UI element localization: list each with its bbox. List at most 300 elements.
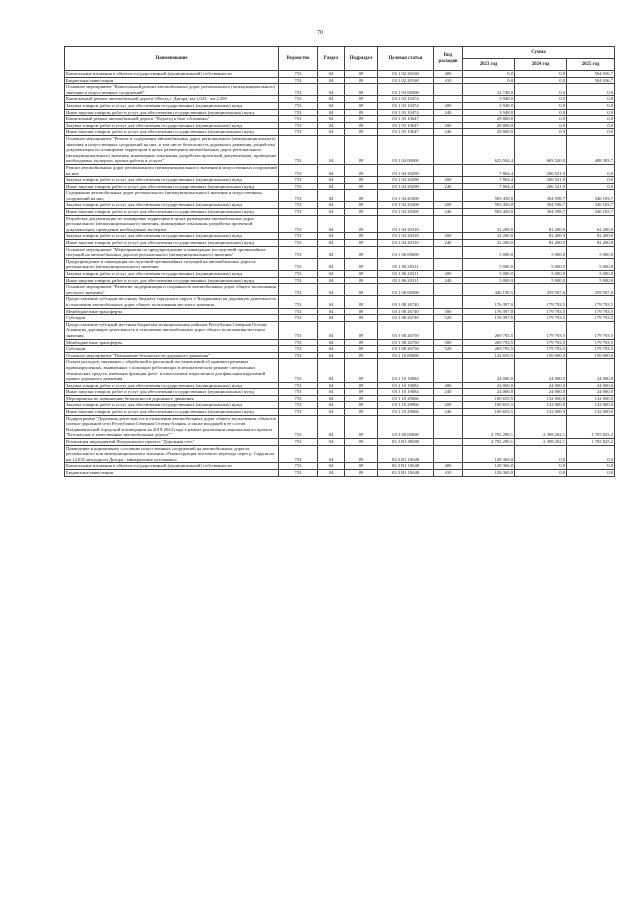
row-name: Предоставление субсидии местному бюджету городского округа г. Владикавказ на дорожную деятельность в отношении автомобильных дорог общего пользования местного значения: [65, 296, 279, 308]
row-expense-type: 240: [434, 209, 463, 216]
table-row: [65, 233, 615, 240]
row-section: 04: [318, 409, 345, 416]
row-sum-2025: 5 000,0: [567, 277, 615, 284]
row-subsection: 09: [345, 415, 378, 438]
row-sum-2025: 0,0: [567, 164, 615, 176]
table-row: [65, 308, 615, 315]
table-row: [65, 246, 615, 258]
row-department: 753: [279, 352, 318, 359]
row-expense-type: [434, 96, 463, 103]
table-row: [65, 439, 615, 446]
table-row: [65, 164, 615, 176]
row-sum-2025: 0,0: [567, 116, 615, 123]
row-expense-type: [434, 415, 463, 438]
row-section: 04: [318, 271, 345, 278]
row-department: 753: [279, 339, 318, 346]
row-name: Капитальный ремонт автомобильной дороги "Подъезд к базе «Альпина»": [65, 116, 279, 123]
row-sum-2025: 24 000,0: [567, 389, 615, 396]
row-target: 03 1 03 10647: [378, 116, 434, 123]
row-sum-2024: 359 587,0: [515, 284, 567, 296]
row-sum-2023: 128 360,0: [463, 470, 515, 477]
row-target: 03 3 R1 10648: [378, 445, 434, 463]
row-expense-type: 200: [434, 177, 463, 184]
row-subsection: 09: [345, 402, 378, 409]
row-sum-2023: 24 000,0: [463, 382, 515, 389]
row-name: Основное мероприятие "Капитальный ремонт автомобильных дорог регионального (межмуниципального) значения и искусственных сооружений": [65, 84, 279, 96]
row-expense-type: [434, 164, 463, 176]
row-name: Содержание автомобильных дорог регионального (межмуниципального) значения и искусственных сооружений на них: [65, 190, 279, 202]
row-subsection: 09: [345, 258, 378, 270]
row-expense-type: 500: [434, 308, 463, 315]
row-sum-2024: 394 598,7: [515, 202, 567, 209]
row-expense-type: [434, 246, 463, 258]
row-sum-2025: 179 793,5: [567, 339, 615, 346]
row-target: 03 1 08 26740: [378, 315, 434, 322]
row-sum-2025: 179 793,5: [567, 296, 615, 308]
row-name: Капитальные вложения в объекты государственной (муниципальной) собственности: [65, 71, 279, 78]
row-sum-2023: 0,0: [463, 71, 515, 78]
row-target: 03 1 08 26740: [378, 308, 434, 315]
row-subsection: 09: [345, 246, 378, 258]
row-expense-type: [434, 215, 463, 233]
row-subsection: 09: [345, 129, 378, 136]
row-name: Иные закупки товаров, работ и услуг для обеспечения государственных (муниципальных) нужд: [65, 183, 279, 190]
row-expense-type: [434, 258, 463, 270]
row-sum-2023: 583 450,0: [463, 190, 515, 202]
row-sum-2023: 2 792 290,1: [463, 415, 515, 438]
table-row: [65, 321, 615, 339]
row-target: 03 1 08 00000: [378, 284, 434, 296]
row-sum-2023: 0,0: [463, 77, 515, 84]
row-department: 753: [279, 109, 318, 116]
row-sum-2024: 206 521,9: [515, 183, 567, 190]
row-sum-2025: 0,0: [567, 470, 615, 477]
table-row: [65, 415, 615, 438]
row-section: 04: [318, 277, 345, 284]
table-row: [65, 359, 615, 382]
row-department: 753: [279, 389, 318, 396]
row-sum-2025: 179 793,5: [567, 315, 615, 322]
row-sum-2025: 0,0: [567, 183, 615, 190]
row-target: 03 1 04 20310: [378, 215, 434, 233]
row-sum-2025: 346 183,7: [567, 202, 615, 209]
row-subsection: 09: [345, 135, 378, 164]
table-row: [65, 402, 615, 409]
row-sum-2023: 24 000,0: [463, 389, 515, 396]
row-department: 753: [279, 277, 318, 284]
row-section: 04: [318, 84, 345, 96]
row-sum-2025: 0,0: [567, 122, 615, 129]
row-subsection: 09: [345, 215, 378, 233]
budget-table: [64, 46, 615, 477]
row-sum-2023: 583 450,0: [463, 202, 515, 209]
row-sum-2025: 408 383,7: [567, 135, 615, 164]
row-subsection: 09: [345, 164, 378, 176]
row-expense-type: [434, 359, 463, 382]
row-department: 753: [279, 202, 318, 209]
row-department: 753: [279, 209, 318, 216]
row-sum-2025: 132 000,0: [567, 409, 615, 416]
row-department: 753: [279, 409, 318, 416]
table-row: [65, 339, 615, 346]
row-name: Бюджетные инвестиции: [65, 470, 279, 477]
row-sum-2025: 1 705 825,2: [567, 415, 615, 438]
row-sum-2024: 2 398 202,1: [515, 439, 567, 446]
row-expense-type: 240: [434, 109, 463, 116]
row-target: 03 1 02 20160: [378, 71, 434, 78]
row-sum-2024: 5 000,0: [515, 258, 567, 270]
row-department: 753: [279, 71, 318, 78]
table-row: [65, 209, 615, 216]
row-sum-2023: 5 000,0: [463, 277, 515, 284]
row-section: 04: [318, 71, 345, 78]
row-sum-2023: 446 190,5: [463, 284, 515, 296]
row-sum-2024: 0,0: [515, 116, 567, 123]
row-subsection: 09: [345, 77, 378, 84]
row-target: 03 1 04 20290: [378, 164, 434, 176]
row-department: 753: [279, 296, 318, 308]
row-subsection: 09: [345, 439, 378, 446]
row-sum-2024: 5 000,0: [515, 246, 567, 258]
row-sum-2023: 124 655,5: [463, 352, 515, 359]
row-sum-2024: 5 000,0: [515, 271, 567, 278]
row-name: Субсидии: [65, 315, 279, 322]
row-sum-2025: 346 183,7: [567, 209, 615, 216]
table-row: [65, 135, 615, 164]
row-expense-type: 410: [434, 77, 463, 84]
row-expense-type: 240: [434, 129, 463, 136]
row-name: Закупка товаров, работ и услуг для обеспечения государственных (муниципальных) нужд: [65, 122, 279, 129]
row-target: 03 3 R1 10648: [378, 470, 434, 477]
row-expense-type: 400: [434, 71, 463, 78]
row-sum-2023: 269 793,5: [463, 346, 515, 353]
row-expense-type: [434, 352, 463, 359]
row-expense-type: [434, 395, 463, 402]
row-expense-type: [434, 296, 463, 308]
row-target: 03 1 08 26750: [378, 339, 434, 346]
row-section: 04: [318, 129, 345, 136]
row-sum-2024: 683 520,0: [515, 135, 567, 164]
header-year-2025: 2025 год: [567, 59, 615, 71]
row-department: 753: [279, 246, 318, 258]
row-subsection: 09: [345, 96, 378, 103]
row-expense-type: [434, 116, 463, 123]
row-sum-2023: 7 864,4: [463, 164, 515, 176]
table-row: [65, 315, 615, 322]
table-row: [65, 463, 615, 470]
row-target: 03 1 03 10474: [378, 96, 434, 103]
row-expense-type: 240: [434, 240, 463, 247]
row-subsection: 09: [345, 84, 378, 96]
row-name: Капитальные вложения в объекты государственной (муниципальной) собственности: [65, 463, 279, 470]
row-subsection: 09: [345, 209, 378, 216]
header-department: Ведомство: [279, 47, 318, 71]
row-name: Иные закупки товаров, работ и услуг для обеспечения государственных (муниципальных) нужд: [65, 240, 279, 247]
header-target: Целевая статья: [378, 47, 434, 71]
row-sum-2023: 5 000,0: [463, 246, 515, 258]
header-year-2024: 2024 год: [515, 59, 567, 71]
row-subsection: 09: [345, 395, 378, 402]
row-sum-2024: 179 793,5: [515, 346, 567, 353]
row-section: 04: [318, 183, 345, 190]
row-sum-2023: 28 800,0: [463, 116, 515, 123]
row-subsection: 09: [345, 346, 378, 353]
table-row: [65, 271, 615, 278]
row-sum-2025: 564 036,7: [567, 77, 615, 84]
row-sum-2024: 0,0: [515, 71, 567, 78]
row-subsection: 09: [345, 352, 378, 359]
row-name: Иные закупки товаров, работ и услуг для обеспечения государственных (муниципальных) нужд: [65, 389, 279, 396]
row-name: Закупка товаров, работ и услуг для обеспечения государственных (муниципальных) нужд: [65, 233, 279, 240]
header-subsection: Подраздел: [345, 47, 378, 71]
row-sum-2024: 82 200,0: [515, 215, 567, 233]
row-sum-2025: 346 183,7: [567, 190, 615, 202]
row-sum-2024: 179 793,5: [515, 321, 567, 339]
row-department: 753: [279, 439, 318, 446]
row-subsection: 09: [345, 339, 378, 346]
row-sum-2023: 269 793,5: [463, 321, 515, 339]
row-sum-2024: 179 793,5: [515, 339, 567, 346]
row-section: 04: [318, 77, 345, 84]
row-sum-2025: 24 000,0: [567, 359, 615, 382]
row-sum-2023: 100 655,5: [463, 402, 515, 409]
row-sum-2023: 128 360,0: [463, 463, 515, 470]
row-expense-type: 200: [434, 382, 463, 389]
row-expense-type: [434, 321, 463, 339]
row-sum-2024: 206 521,9: [515, 164, 567, 176]
row-sum-2025: 5 000,0: [567, 258, 615, 270]
row-expense-type: 240: [434, 277, 463, 284]
row-section: 04: [318, 96, 345, 103]
table-row: [65, 183, 615, 190]
row-section: 04: [318, 190, 345, 202]
row-subsection: 09: [345, 277, 378, 284]
row-department: 753: [279, 415, 318, 438]
row-department: 753: [279, 463, 318, 470]
table-row: [65, 445, 615, 463]
row-sum-2023: 32 200,0: [463, 240, 515, 247]
row-sum-2024: 132 000,0: [515, 409, 567, 416]
row-name: Капитальный ремонт автомобильной дороги Объезд г. Дигора, км 1,023 - км 2,459: [65, 96, 279, 103]
row-section: 04: [318, 308, 345, 315]
row-sum-2025: 0,0: [567, 96, 615, 103]
table-row: [65, 409, 615, 416]
row-subsection: 09: [345, 116, 378, 123]
row-section: 04: [318, 164, 345, 176]
row-name: Ремонт автомобильных дорог регионального (межмуниципального) значения и искусственных сооружений на них: [66, 164, 277, 176]
row-sum-2024: 0,0: [515, 84, 567, 96]
row-expense-type: 200: [434, 271, 463, 278]
row-expense-type: 520: [434, 346, 463, 353]
row-department: 753: [279, 215, 318, 233]
row-section: 04: [318, 321, 345, 339]
row-department: 753: [279, 308, 318, 315]
table-row: [65, 395, 615, 402]
row-department: 753: [279, 233, 318, 240]
table-body: [65, 71, 615, 477]
row-section: 04: [318, 352, 345, 359]
row-sum-2025: 564 036,7: [567, 71, 615, 78]
row-department: 753: [279, 445, 318, 463]
row-sum-2023: 32 200,0: [463, 233, 515, 240]
row-sum-2024: 394 598,7: [515, 190, 567, 202]
row-target: 03 1 10 19084: [378, 389, 434, 396]
row-sum-2025: 0,0: [567, 445, 615, 463]
row-section: 04: [318, 109, 345, 116]
row-department: 753: [279, 102, 318, 109]
row-department: 753: [279, 135, 318, 164]
row-target: 03 1 04 20300: [378, 190, 434, 202]
table-row: [65, 389, 615, 396]
row-subsection: 09: [345, 109, 378, 116]
row-sum-2023: 5 000,0: [463, 271, 515, 278]
row-name: Закупка товаров, работ и услуг для обеспечения государственных (муниципальных) нужд: [65, 271, 279, 278]
row-section: 04: [318, 346, 345, 353]
row-name: Закупка товаров, работ и услуг для обеспечения государственных (муниципальных) нужд: [65, 202, 279, 209]
row-subsection: 09: [345, 122, 378, 129]
row-sum-2024: 82 200,0: [515, 240, 567, 247]
row-sum-2025: 5 000,0: [567, 271, 615, 278]
row-sum-2024: 179 793,5: [515, 315, 567, 322]
row-subsection: 09: [345, 463, 378, 470]
row-sum-2023: 5 000,0: [463, 258, 515, 270]
row-subsection: 09: [345, 240, 378, 247]
row-department: 753: [279, 77, 318, 84]
row-sum-2023: 2 792 290,1: [463, 439, 515, 446]
row-subsection: 09: [345, 321, 378, 339]
row-sum-2025: 179 793,5: [567, 321, 615, 339]
row-sum-2023: 100 655,5: [463, 395, 515, 402]
row-name: Реализация мероприятий Федерального проекта "Дорожная сеть": [65, 439, 279, 446]
row-expense-type: 240: [434, 183, 463, 190]
row-name: Оплата расходов, связанных с обработкой и рассылкой постановлений об административных правонарушениях, выявленных с помощью работающих в автоматическом режиме специальных технических средств, имеющих функции фото- и киносъемки, видеозаписи для фиксации нарушений правил дорожного движения: [65, 359, 279, 382]
row-department: 753: [279, 284, 318, 296]
row-sum-2025: 0,0: [567, 84, 615, 96]
row-department: 753: [279, 183, 318, 190]
row-sum-2023: 176 397,0: [463, 315, 515, 322]
row-target: 03 1 04 20310: [378, 233, 434, 240]
row-name: Основное мероприятие "Развитие, модернизация и сохранность автомобильных дорог общего пользования местного значения": [65, 284, 279, 296]
row-target: 03 1 03 10474: [378, 109, 434, 116]
row-sum-2024: 0,0: [515, 129, 567, 136]
row-sum-2025: 132 000,0: [567, 395, 615, 402]
row-target: 03 1 10 19084: [378, 359, 434, 382]
row-sum-2025: 62 200,0: [567, 215, 615, 233]
row-target: 03 1 04 00000: [378, 135, 434, 164]
row-subsection: 09: [345, 71, 378, 78]
table-row: [65, 284, 615, 296]
row-sum-2024: 24 000,0: [515, 382, 567, 389]
row-section: 04: [318, 389, 345, 396]
row-subsection: 09: [345, 202, 378, 209]
row-department: 753: [279, 258, 318, 270]
row-expense-type: 200: [434, 102, 463, 109]
table-row: [65, 109, 615, 116]
row-subsection: 09: [345, 284, 378, 296]
row-department: 753: [279, 470, 318, 477]
row-sum-2023: 623 504,4: [463, 135, 515, 164]
row-department: 753: [279, 129, 318, 136]
row-subsection: 09: [345, 233, 378, 240]
row-section: 04: [318, 135, 345, 164]
row-department: 753: [279, 271, 318, 278]
row-subsection: 09: [345, 190, 378, 202]
row-subsection: 09: [345, 102, 378, 109]
row-sum-2024: 394 598,7: [515, 209, 567, 216]
row-target: 03 1 06 00000: [378, 246, 434, 258]
row-department: 753: [279, 359, 318, 382]
row-department: 753: [279, 346, 318, 353]
row-section: 04: [318, 470, 345, 477]
row-sum-2024: 24 000,0: [515, 389, 567, 396]
row-target: 03 1 02 20160: [378, 77, 434, 84]
row-section: 04: [318, 240, 345, 247]
row-sum-2024: 5 000,0: [515, 277, 567, 284]
row-target: 03 1 06 20311: [378, 271, 434, 278]
row-target: 03 1 08 26740: [378, 296, 434, 308]
row-section: 04: [318, 402, 345, 409]
table-row: [65, 258, 615, 270]
row-sum-2023: 28 800,0: [463, 129, 515, 136]
row-sum-2024: 0,0: [515, 470, 567, 477]
row-sum-2023: 32 748,0: [463, 84, 515, 96]
row-department: 753: [279, 177, 318, 184]
row-sum-2024: 206 521,9: [515, 177, 567, 184]
row-sum-2023: 176 397,0: [463, 308, 515, 315]
row-sum-2024: 179 793,5: [515, 308, 567, 315]
row-department: 753: [279, 321, 318, 339]
row-target: 03 1 10 29066: [378, 395, 434, 402]
row-sum-2025: 359 587,0: [567, 284, 615, 296]
row-name: Основное мероприятие "Мероприятия по предупреждению и ликвидации последствий чрезвычайных ситуаций на автомобильных дорогах регионального (межмуниципального) значения": [65, 246, 279, 258]
table-row: [65, 102, 615, 109]
header-expense-type: Вид расходов: [434, 47, 463, 71]
row-sum-2024: 0,0: [515, 463, 567, 470]
row-sum-2025: 179 793,5: [567, 308, 615, 315]
row-expense-type: 520: [434, 315, 463, 322]
row-name: Разработка документации по планировке территории в целях размещения автомобильных дорог регионального (межмуниципального) значения, инженерные изыскания, разработка проектной документации, проведение необходимых экспертиз: [65, 215, 279, 233]
row-sum-2024: 132 000,0: [515, 395, 567, 402]
row-department: 753: [279, 395, 318, 402]
row-target: 03 1 10 00000: [378, 352, 434, 359]
row-department: 753: [279, 402, 318, 409]
row-department: 753: [279, 96, 318, 103]
table-row: [65, 470, 615, 477]
row-sum-2024: 156 000,0: [515, 352, 567, 359]
row-expense-type: [434, 284, 463, 296]
row-section: 04: [318, 102, 345, 109]
row-target: 03 3 R1 10648: [378, 463, 434, 470]
row-section: 04: [318, 463, 345, 470]
row-subsection: 09: [345, 359, 378, 382]
row-department: 753: [279, 382, 318, 389]
row-target: 03 1 06 20311: [378, 277, 434, 284]
row-target: 03 1 08 26750: [378, 321, 434, 339]
row-sum-2025: 0,0: [567, 102, 615, 109]
row-target: 03 1 04 20300: [378, 209, 434, 216]
header-name: Наименование: [65, 47, 279, 71]
row-section: 04: [318, 246, 345, 258]
row-expense-type: 410: [434, 470, 463, 477]
table-row: [65, 96, 615, 103]
row-section: 04: [318, 233, 345, 240]
table-row: [65, 277, 615, 284]
row-sum-2023: 128 360,0: [463, 445, 515, 463]
row-target: 03 1 04 20300: [378, 202, 434, 209]
row-sum-2023: 3 948,0: [463, 109, 515, 116]
row-name: Иные закупки товаров, работ и услуг для обеспечения государственных (муниципальных) нужд: [65, 209, 279, 216]
row-target: 03 1 03 10474: [378, 102, 434, 109]
